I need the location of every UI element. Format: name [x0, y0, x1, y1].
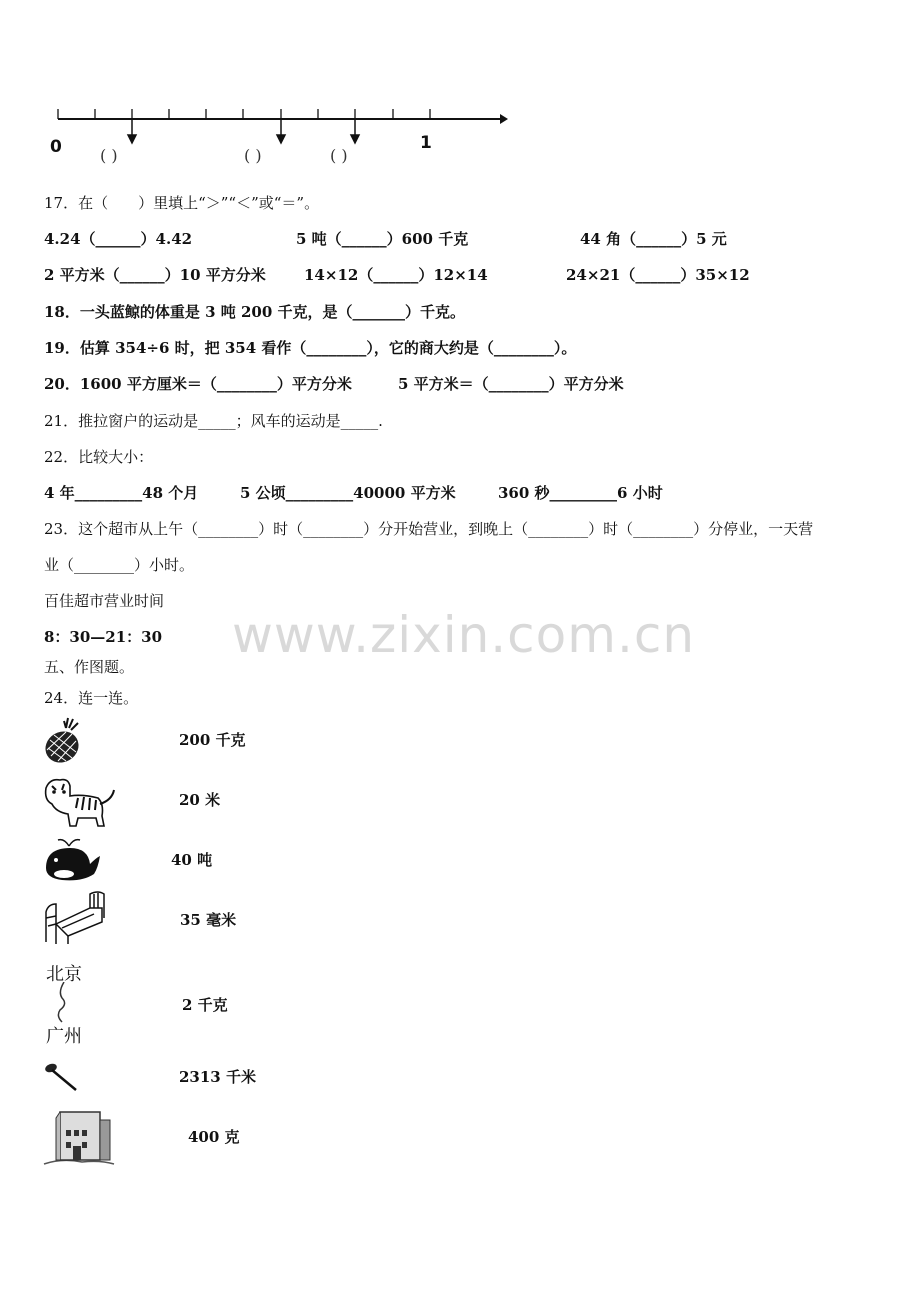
map-guangzhou-label: 广州 — [46, 1026, 82, 1047]
map-beijing-label: 北京 — [46, 964, 82, 985]
tiger-icon[interactable] — [42, 774, 118, 830]
answer-blank-1[interactable]: ( ) — [100, 146, 118, 165]
map-beijing-guangzhou-icon[interactable] — [42, 960, 94, 1048]
compare-item[interactable]: 4 年_________48 个月 — [44, 484, 199, 502]
compare-item[interactable]: 360 秒_________6 小时 — [498, 484, 663, 502]
thumbtack-icon[interactable] — [42, 1060, 82, 1092]
compare-item[interactable]: 14×12（______）12×14 — [304, 266, 488, 284]
answer-blank-2[interactable]: ( ) — [244, 146, 262, 165]
match-label[interactable]: 200 千克 — [179, 731, 246, 749]
question-19[interactable]: 19．估算 354÷6 时，把 354 看作（________），它的商大约是（________）。 — [44, 339, 577, 357]
bed-icon[interactable] — [42, 888, 106, 944]
match-label[interactable]: 400 克 — [188, 1128, 240, 1146]
question-18[interactable]: 18．一头蓝鲸的体重是 3 吨 200 千克，是（_______）千克。 — [44, 303, 466, 321]
whale-icon[interactable] — [42, 834, 102, 886]
question-22-title: 22．比较大小： — [44, 448, 154, 466]
number-line-one: 1 — [420, 133, 432, 153]
compare-item[interactable]: 44 角（______）5 元 — [580, 230, 727, 248]
compare-item[interactable]: 2 平方米（______）10 平方分米 — [44, 266, 266, 284]
arrow-icon — [128, 119, 359, 143]
store-hours-title: 百佳超市营业时间 — [44, 592, 165, 610]
answer-blank-3[interactable]: ( ) — [330, 146, 348, 165]
match-label[interactable]: 2 千克 — [182, 996, 228, 1014]
question-23-line-2[interactable]: 业（________）小时。 — [44, 556, 195, 574]
match-label[interactable]: 40 吨 — [171, 851, 213, 869]
match-label[interactable]: 35 毫米 — [180, 911, 237, 929]
match-label[interactable]: 20 米 — [179, 791, 221, 809]
watermark: www.zixin.com.cn — [232, 606, 696, 664]
compare-item[interactable]: 5 公顷_________40000 平方米 — [240, 484, 456, 502]
match-label[interactable]: 2313 千米 — [179, 1068, 256, 1086]
building-icon[interactable] — [42, 1106, 116, 1168]
compare-item[interactable]: 4.24（______）4.42 — [44, 230, 193, 248]
number-line-zero: 0 — [50, 137, 62, 157]
compare-item[interactable]: 24×21（______）35×12 — [566, 266, 750, 284]
question-23-line-1[interactable]: 23．这个超市从上午（________）时（________）分开始营业，到晚上（________）时（________）分停业，一天营 — [44, 520, 814, 538]
pineapple-icon[interactable] — [42, 716, 88, 764]
section-title: 五、作图题。 — [44, 658, 135, 676]
compare-item[interactable]: 5 吨（______）600 千克 — [296, 230, 469, 248]
question-17-title: 17．在（ ）里填上“＞”“＜”或“＝”。 — [44, 194, 320, 212]
question-21[interactable]: 21．推拉窗户的运动是_____；风车的运动是_____. — [44, 412, 383, 430]
question-20-part-2[interactable]: 5 平方米＝（________）平方分米 — [398, 375, 624, 393]
store-hours-value: 8：30—21：30 — [44, 628, 163, 646]
question-20-part-1[interactable]: 20．1600 平方厘米＝（________）平方分米 — [44, 375, 352, 393]
question-24-title: 24．连一连。 — [44, 689, 139, 707]
